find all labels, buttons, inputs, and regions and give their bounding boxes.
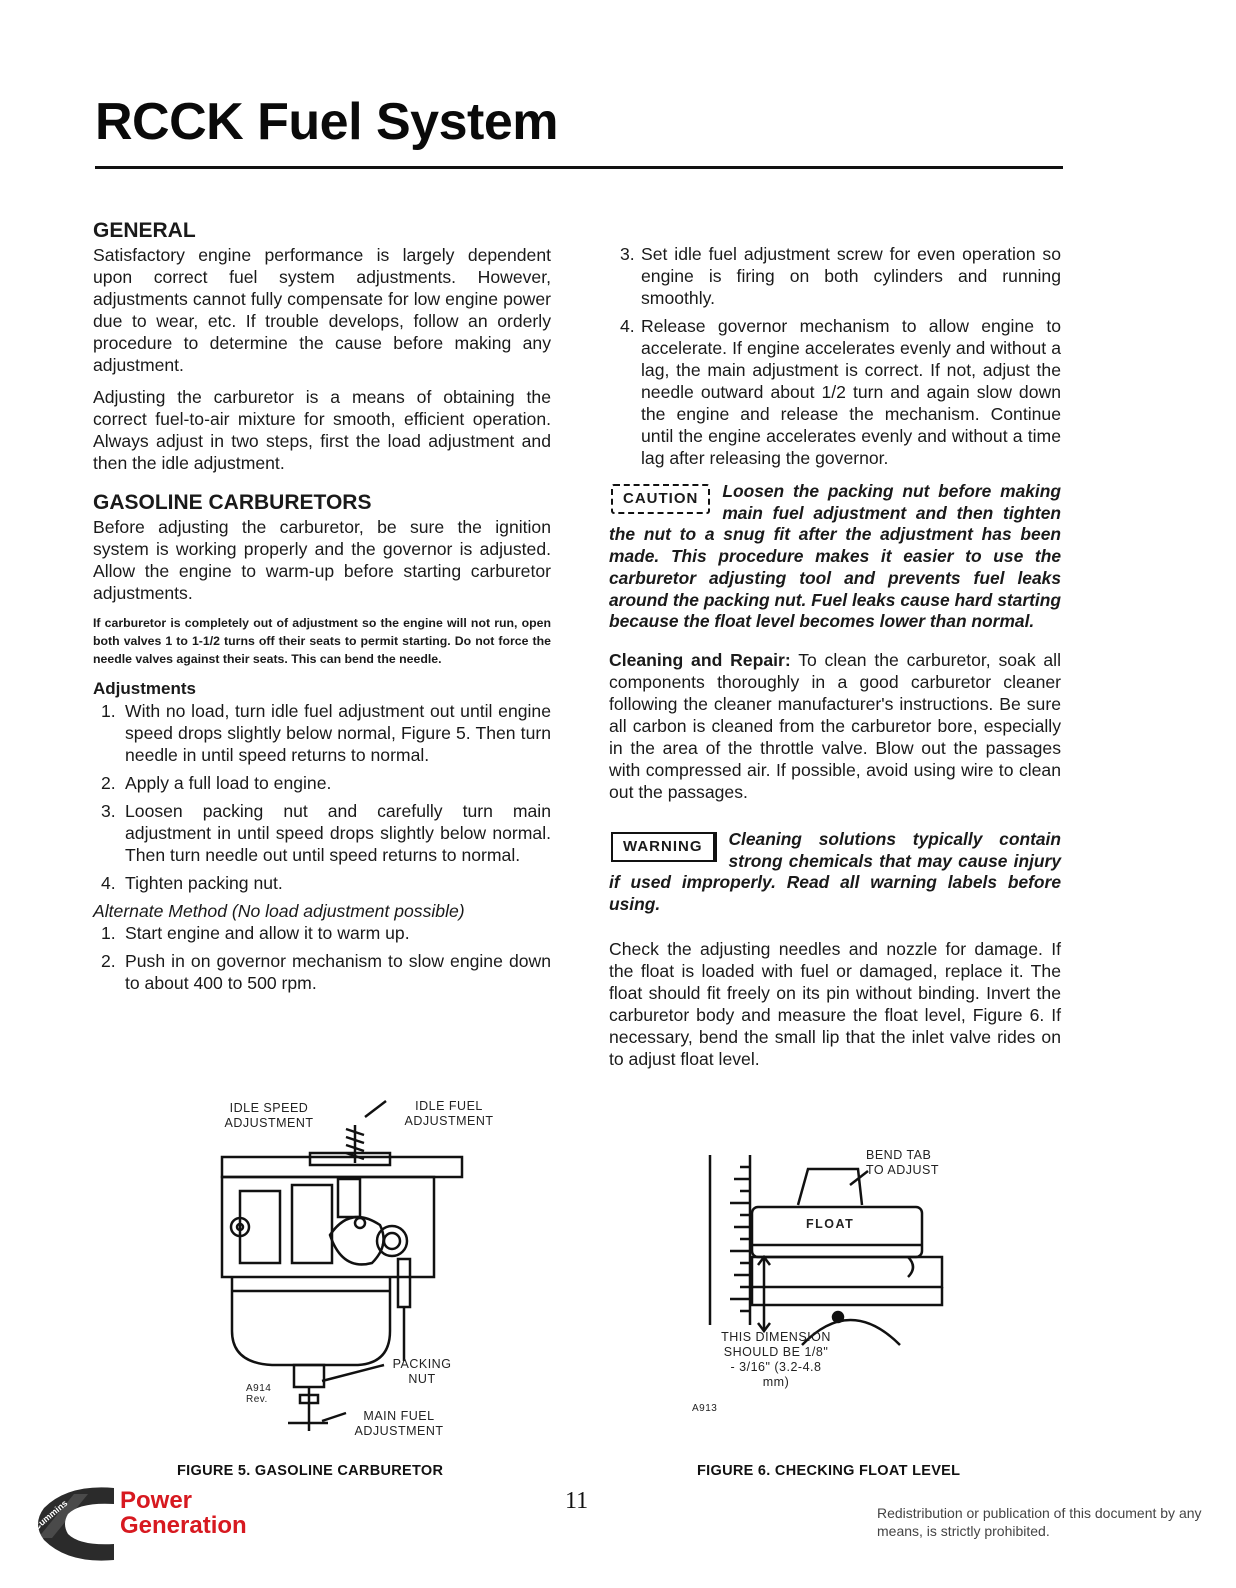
right-column [609,243,1061,1070]
cummins-logo [28,1484,118,1564]
list-item: 2. Apply a full load to engine. [101,773,332,793]
page-number: 11 [565,1488,589,1514]
figure-5-caption: FIGURE 5. GASOLINE CARBURETOR [177,1463,444,1479]
legal-notice: Redistribution or publication of this document by any means, is strictly prohibited. [877,1505,1202,1539]
list-item: 2. Push in on governor mechanism to slow engine down to about 400 to 500 rpm. [101,951,551,993]
warning-badge: WARNING [611,832,717,862]
continued-steps-list [609,243,1061,469]
dimension-label: THIS DIMENSION SHOULD BE 1/8" - 3/16" (3.2-4.8 mm) [721,1330,831,1389]
gasoline-carburetors-heading: GASOLINE CARBURETORS [93,491,372,514]
figure-6-caption: FIGURE 6. CHECKING FLOAT LEVEL [697,1463,961,1479]
warning-text: Cleaning solutions typically contain strong chemicals that may cause injury if used improperly. Read all warning labels before using. [609,828,1061,915]
packing-nut-label: PACKING NUT [392,1357,452,1386]
list-item: 1. Start engine and allow it to warm up. [101,923,410,943]
caution-notice [609,481,1061,633]
main-fuel-label: MAIN FUEL ADJUSTMENT [354,1409,444,1438]
float-label: FLOAT [806,1217,855,1231]
caution-badge: CAUTION [611,484,710,514]
general-paragraph-2: Adjusting the carburetor is a means of obtaining the correct fuel-to-air mixture for smooth, efficient operation. Always adjust in two steps, first the load adjustment and then the idle adjustment. [93,387,551,473]
alternate-method-heading: Alternate Method (No load adjustment possible) [93,901,465,921]
figure-6-float-level [690,1145,980,1420]
carburetor-note: If carburetor is completely out of adjustment so the engine will not run, open both valves 1 to 1-1/2 turns off their seats to permit starting. Do not force the needle valves against their seats. This can bend the needle. [93,616,551,666]
warning-notice [609,829,1061,916]
brand-name: Power Generation [120,1487,247,1539]
check-paragraph: Check the adjusting needles and nozzle for damage. If the float is loaded with fuel or damaged, replace it. The float should fit freely on its pin without binding. Invert the carburetor body and measure the float level, Figure 6. If necessary, bend the small lip that the inlet valve rides on to adjust float level. [609,938,1061,1069]
adjustments-list [93,700,551,894]
general-heading: GENERAL [93,219,196,242]
alternate-method-list [93,922,551,994]
list-item: 3. Loosen packing nut and carefully turn main adjustment in until speed drops slightly below normal. Then turn needle out until speed returns to normal. [101,801,551,865]
caution-text: Loosen the packing nut before making main fuel adjustment and then tighten the nut to a snug fit after the adjustment has been made. This procedure makes it easier to use the carburetor adjusting tool and prevents fuel leaks around the packing nut. Fuel leaks cause hard starting because the float level becomes lower than normal. [609,481,1061,632]
adjustments-heading: Adjustments [93,679,196,698]
figure-ref-label: A913 [692,1403,718,1414]
cleaning-label: Cleaning and Repair: [609,649,791,670]
list-item: 3. Set idle fuel adjustment screw for even operation so engine is firing on both cylinders and running smoothly. [620,244,1061,308]
idle-speed-label: IDLE SPEED ADJUSTMENT [224,1101,314,1130]
gasoline-paragraph: Before adjusting the carburetor, be sure the ignition system is working properly and the governor is adjusted. Allow the engine to warm-up before starting carburetor adjustments. [93,517,551,603]
figure-5-carburetor [210,1095,510,1445]
cleaning-text: To clean the carburetor, soak all components thoroughly in a good carburetor cleaner following the cleaner manufacturer's instructions. Be sure all carbon is cleaned from the carburetor bore, especially in the area of the throttle valve. Blow out the passages with compressed air. If possible, avoid using wire to clean out the passages. [609,649,1061,802]
list-item: 4. Tighten packing nut. [101,873,283,893]
cleaning-paragraph [609,649,1061,803]
idle-fuel-label: IDLE FUEL ADJUSTMENT [404,1099,494,1128]
page-title: RCCK Fuel System [95,93,558,151]
list-item: 1. With no load, turn idle fuel adjustment out until engine speed drops slightly below normal, Figure 5. Then turn needle in until speed returns to normal. [101,701,551,765]
logo-text: Cummins [31,1497,70,1533]
figure-ref-label: A914 Rev. [246,1383,272,1405]
bend-tab-label: BEND TAB TO ADJUST [866,1148,940,1177]
list-item: 4. Release governor mechanism to allow engine to accelerate. If engine accelerates evenly and without a lag, the main adjustment is correct. If not, adjust the needle outward about 1/2 turn and again slow down the engine and release the mechanism. Continue until the engine accelerates evenly and without a time lag after releasing the governor. [620,316,1061,468]
title-divider [95,166,1063,169]
left-column [93,218,551,1000]
general-paragraph-1: Satisfactory engine performance is largely dependent upon correct fuel system adjustments. However, adjustments cannot fully compensate for low engine power due to wear, etc. If trouble develops, follow an orderly procedure to determine the cause before making any adjustment. [93,245,551,375]
